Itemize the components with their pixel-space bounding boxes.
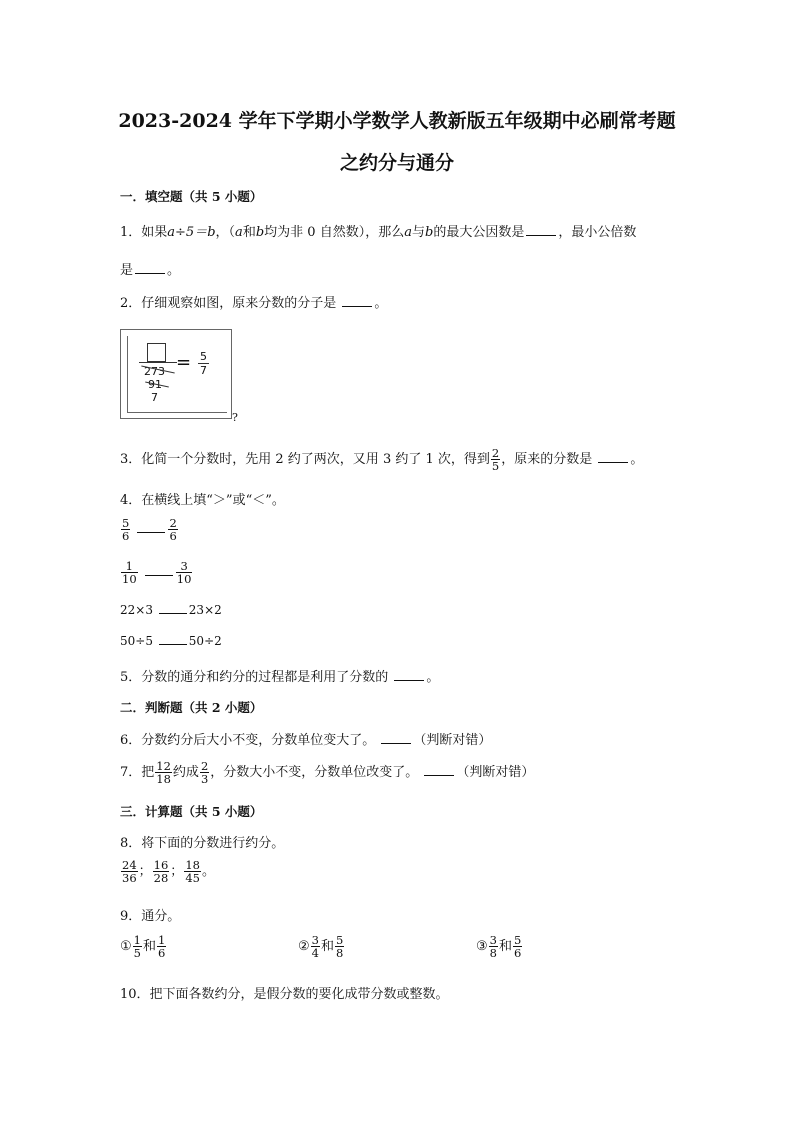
question-10: 10．把下面各数约分，是假分数的要化成带分数或整数。: [120, 987, 449, 1002]
answer-blank[interactable]: [159, 634, 187, 645]
answer-blank[interactable]: [381, 733, 411, 744]
answer-blank[interactable]: [342, 296, 372, 307]
question-3: 3．化简一个分数时，先用 2 约了两次，又用 3 约了 1 次，得到 $\frac{2}{5}$ ，原来的分数是 。: [120, 446, 644, 474]
page-title-line1: 2023-2024 学年下学期小学数学人教新版五年级期中必刷常考题: [118, 110, 676, 132]
fraction-figure: [120, 329, 232, 419]
equals-sign: =: [176, 352, 192, 373]
answer-blank[interactable]: [159, 603, 187, 614]
answer-blank[interactable]: [137, 522, 165, 533]
question-7: 7．把 $\frac{12}{18}$ 约成 $\frac{2}{3}$ ，分数大小不变，分数单位改变了。 （判断对错）: [120, 759, 535, 787]
question-2: 2．仔细观察如图，原来分数的分子是 。: [120, 296, 388, 311]
question-6: 6．分数约分后大小不变，分数单位变大了。 （判断对错）: [120, 733, 492, 748]
answer-blank[interactable]: [526, 225, 556, 236]
question-9-part1: ① $\frac{1}{5}$ 和 $\frac{1}{6}$: [120, 933, 166, 961]
section-heading-calc: 三．计算题（共 5 小题）: [120, 804, 263, 819]
page-title-line2: 之约分与通分: [339, 152, 454, 174]
question-1: 1．如果a÷5＝b，（a和b均为非 0 自然数），那么a与b的最大公因数是 ，最小公倍数: [120, 225, 637, 240]
question-9-part2: ② $\frac{3}{4}$ 和 $\frac{5}{8}$: [298, 933, 344, 961]
section-heading-fill: 一．填空题（共 5 小题）: [120, 189, 263, 204]
section-heading-judge: 二．判断题（共 2 小题）: [120, 700, 263, 715]
compare-row-3: 22×3 23×2: [120, 603, 222, 617]
denominator-number: 7: [151, 391, 158, 404]
question-8: 8．将下面的分数进行约分。: [120, 836, 285, 851]
result-fraction: 5 7: [200, 350, 207, 378]
strike-number-2: 91: [148, 378, 162, 391]
answer-blank[interactable]: [598, 452, 628, 463]
question-9: 9．通分。: [120, 909, 181, 924]
question-8-fractions: $\frac{24}{36}$ ； $\frac{16}{28}$ ； $\frac{18}{45}$ 。: [122, 858, 215, 886]
answer-blank[interactable]: [145, 565, 173, 576]
question-4: 4．在横线上填“＞”或“＜”。: [120, 493, 285, 508]
strike-number-1: 273: [144, 365, 165, 378]
answer-blank[interactable]: [135, 263, 165, 274]
compare-row-4: 50÷5 50÷2: [120, 634, 222, 648]
compare-row-2: $\frac{1}{10}$ $\frac{3}{10}$: [122, 559, 192, 587]
empty-square-icon: [147, 343, 166, 362]
question-1-line2: 是 。: [120, 263, 181, 278]
answer-blank[interactable]: [424, 765, 454, 776]
question-mark: ?: [232, 411, 238, 424]
question-5: 5．分数的通分和约分的过程都是利用了分数的 。: [120, 670, 440, 685]
answer-blank[interactable]: [394, 670, 424, 681]
question-9-part3: ③ $\frac{3}{8}$ 和 $\frac{5}{6}$: [476, 933, 522, 961]
compare-row-1: $\frac{5}{6}$ $\frac{2}{6}$: [122, 516, 177, 544]
